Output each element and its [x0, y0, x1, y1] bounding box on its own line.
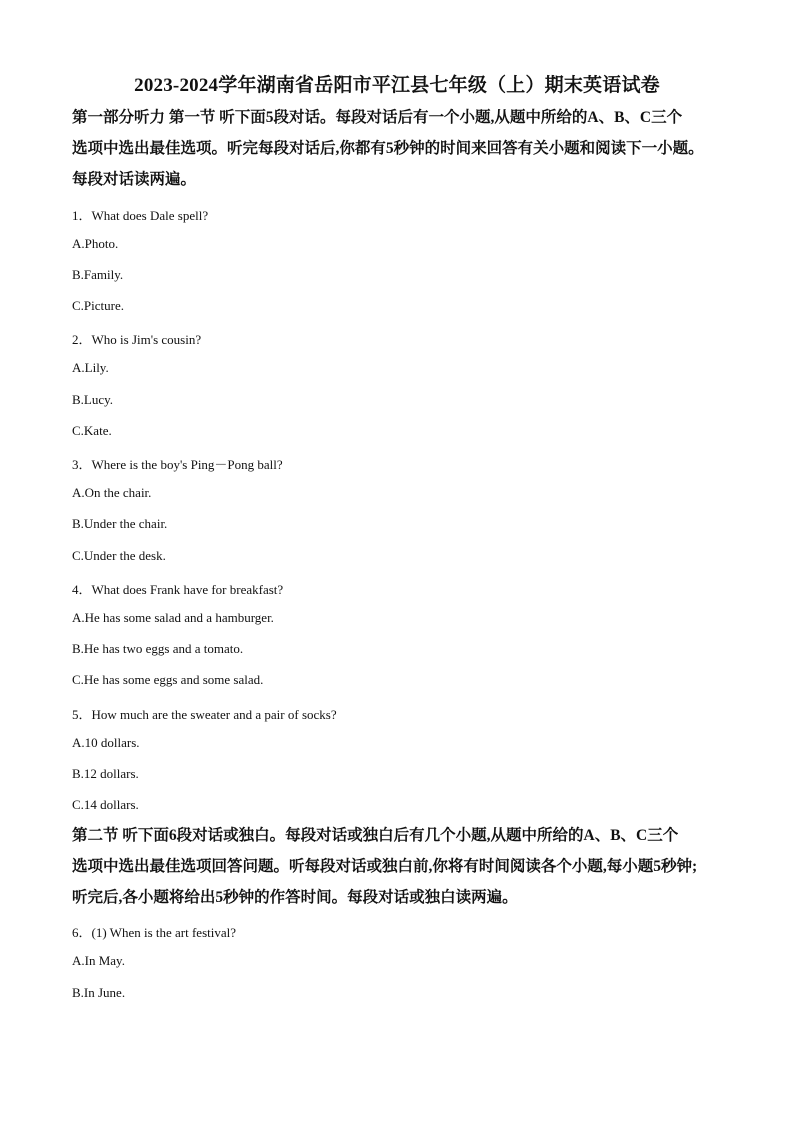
part1-instructions — [72, 102, 732, 195]
question-1-option-a: A.Photo. — [72, 236, 119, 251]
question-6-option-b: B.In June. — [72, 985, 126, 1000]
part1-instruction-line: 每段对话读两遍。 — [72, 171, 197, 188]
part1-instruction-line: 选项中选出最佳选项。听完每段对话后,你都有5秒钟的时间来回答有关小题和阅读下一小题。 — [72, 140, 704, 157]
question-2-stem: 2．Who is Jim's cousin? — [72, 332, 202, 347]
question-1-stem: 1．What does Dale spell? — [72, 208, 209, 223]
question-4-option-c: C.He has some eggs and some salad. — [72, 672, 264, 687]
question-3-option-b: B.Under the chair. — [72, 516, 168, 531]
part1-instruction-line: 第一部分听力 第一节 听下面5段对话。每段对话后有一个小题,从题中所给的A、B、C三个 — [72, 109, 683, 126]
question-6-stem: 6．(1) When is the art festival? — [72, 925, 237, 940]
question-4-option-a: A.He has some salad and a hamburger. — [72, 610, 274, 625]
part2-instruction-line: 选项中选出最佳选项回答问题。听每段对话或独白前,你将有时间阅读各个小题,每小题5秒钟; — [72, 858, 698, 875]
part2-instruction-line: 第二节 听下面6段对话或独白。每段对话或独白后有几个小题,从题中所给的A、B、C三个 — [72, 827, 679, 844]
question-5-option-c: C.14 dollars. — [72, 797, 139, 812]
question-3-option-a: A.On the chair. — [72, 485, 152, 500]
question-1-option-c: C.Picture. — [72, 298, 124, 313]
question-1-option-b: B.Family. — [72, 267, 124, 282]
question-6-option-a: A.In May. — [72, 953, 125, 968]
exam-title: 2023-2024学年湖南省岳阳市平江县七年级（上）期末英语试卷 — [134, 75, 660, 96]
question-4-option-b: B.He has two eggs and a tomato. — [72, 641, 244, 656]
question-2-option-b: B.Lucy. — [72, 392, 114, 407]
question-2-option-a: A.Lily. — [72, 360, 109, 375]
part2-instruction-line: 听完后,各小题将给出5秒钟的作答时间。每段对话或独白读两遍。 — [72, 889, 518, 906]
question-3-option-c: C.Under the desk. — [72, 548, 166, 563]
question-5-stem: 5．How much are the sweater and a pair of socks? — [72, 707, 337, 722]
question-2-option-c: C.Kate. — [72, 423, 112, 438]
question-5-option-b: B.12 dollars. — [72, 766, 139, 781]
question-3-stem: 3．Where is the boy's Ping－Pong ball? — [72, 457, 283, 472]
part2-instructions — [72, 820, 732, 913]
question-4-stem: 4．What does Frank have for breakfast? — [72, 582, 284, 597]
question-5-option-a: A.10 dollars. — [72, 735, 140, 750]
